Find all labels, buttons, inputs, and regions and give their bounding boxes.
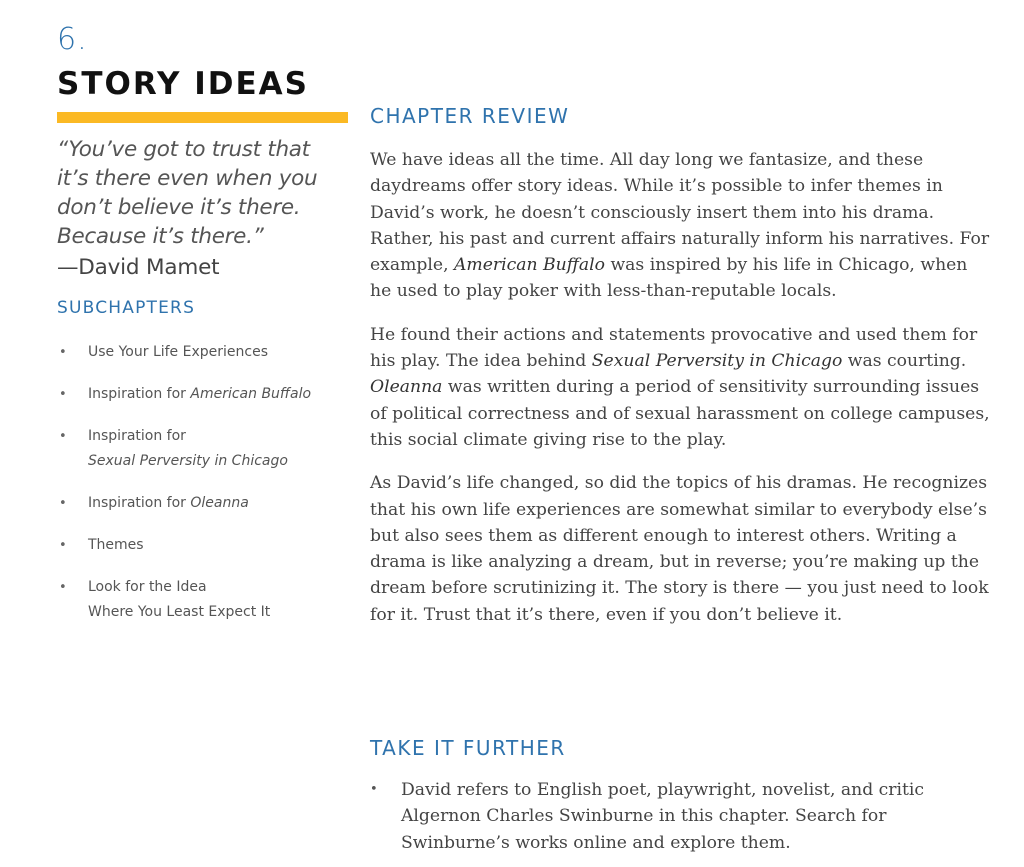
body-text-run: was inspired by his life in Chicago, when he used to play poker with less-than-reputable locals. [370, 255, 968, 302]
subchapter-title-italic: Sexual Perversity in Chicago [88, 453, 288, 469]
body-text-run: He found their actions and statements provocative and used them for his play. The idea behind [370, 324, 978, 372]
bullet-icon: • [59, 387, 67, 402]
play-title: American Buffalo [454, 255, 605, 276]
bullet-icon: • [59, 496, 67, 511]
subchapter-item[interactable] [57, 533, 347, 558]
subchapter-label-line2: Where You Least Expect It [88, 604, 271, 620]
chapter-number: 6. [57, 22, 88, 57]
subchapter-label: Inspiration for [88, 495, 191, 511]
play-title: Sexual Perversity in Chicago [591, 351, 843, 372]
bullet-icon: • [59, 538, 67, 553]
subchapter-item[interactable] [57, 575, 347, 625]
subchapter-item[interactable] [57, 491, 347, 516]
subchapter-label: Inspiration for [88, 428, 186, 444]
subchapter-label: Inspiration for [88, 386, 191, 402]
subchapter-item[interactable] [57, 340, 347, 365]
chapter-review-body [370, 147, 990, 645]
subchapter-label: Use Your Life Experiences [88, 344, 268, 360]
list-item-text: David refers to English poet, playwright, novelist, and critic Algernon Charles Swinburne in this chapter. Search for Swinburne’s works online and explore them. [401, 780, 925, 853]
body-paragraph [370, 147, 990, 305]
bullet-icon: • [59, 345, 67, 360]
body-paragraph [370, 322, 990, 453]
subchapters-list [57, 340, 347, 642]
body-text-run: was courting. [842, 351, 967, 372]
bullet-icon: • [59, 429, 67, 444]
pull-quote: “You’ve got to trust that it’s there even when you don’t believe it’s there. Because it’s there.” [57, 137, 318, 249]
title-underline-bar [57, 112, 348, 123]
subchapter-title-italic: Oleanna [190, 495, 249, 511]
body-text-run: was written during a period of sensitivity surrounding issues of political correctness and of sexual harassment on college campuses, this social climate giving rise to the play. [370, 377, 990, 450]
subchapter-title-italic: American Buffalo [190, 386, 312, 402]
subchapter-item[interactable] [57, 424, 347, 474]
body-paragraph: As David’s life changed, so did the topics of his dramas. He recognizes that his own life experiences are somewhat similar to everybody else’s but also sees them as different enough to interest others. Writing a drama is like analyzing a dream, but in reverse; you’re making up the dream before scrutinizing it. The story is there — you just need to look for it. Trust that it’s there, even if you don’t believe it. [370, 473, 989, 625]
body-text-run: We have ideas all the time. All day long we fantasize, and these daydreams offer story ideas. While it’s possible to infer themes in David’s work, he doesn’t consciously insert them into his drama. Rather, his past and current affairs naturally inform his narratives. For example, [370, 150, 990, 276]
subchapter-label: Look for the Idea [88, 579, 207, 595]
play-title: Oleanna [370, 377, 443, 398]
list-item [370, 777, 980, 856]
chapter-title: STORY IDEAS [57, 66, 310, 102]
subchapter-item[interactable] [57, 382, 347, 407]
quote-author: —David Mamet [57, 255, 220, 280]
take-it-further-list [370, 777, 980, 856]
subchapters-heading: SUBCHAPTERS [57, 298, 196, 318]
subchapter-label: Themes [88, 537, 144, 553]
take-it-further-heading: TAKE IT FURTHER [370, 736, 566, 760]
chapter-review-heading: CHAPTER REVIEW [370, 104, 570, 128]
bullet-icon: • [370, 782, 378, 797]
bullet-icon: • [59, 580, 67, 595]
